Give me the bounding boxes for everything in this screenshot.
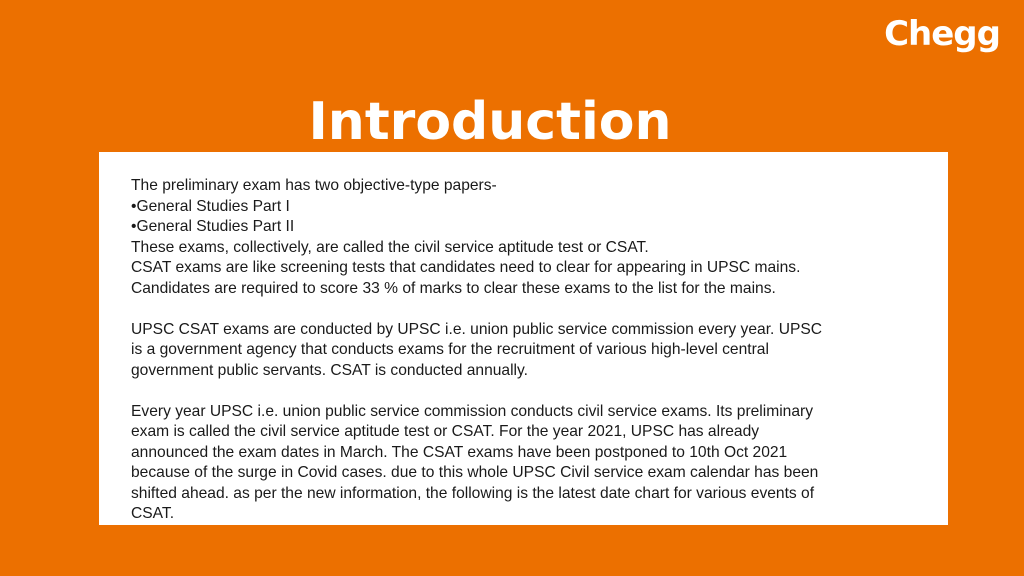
text-line: announced the exam dates in March. The CSAT exams have been postponed to 10th Oct 2021: [131, 443, 788, 461]
chegg-logo: Chegg: [884, 14, 1000, 54]
text-line: UPSC CSAT exams are conducted by UPSC i.e. union public service commission every year. UPSC: [131, 320, 823, 338]
paragraph-spacer: [131, 299, 916, 320]
paragraph-exam-schedule: [131, 402, 916, 525]
text-line: •General Studies Part II: [131, 218, 295, 235]
text-line: •General Studies Part I: [131, 197, 290, 215]
text-line: Every year UPSC i.e. union public service commission conducts civil service exams. Its preliminary: [131, 402, 814, 420]
text-line: because of the surge in Covid cases. due to this whole UPSC Civil service exam calendar has been: [131, 464, 819, 481]
text-line: CSAT exams are like screening tests that candidates need to clear for appearing in UPSC mains.: [131, 259, 801, 276]
content-panel: [99, 152, 948, 525]
text-line: shifted ahead. as per the new information, the following is the latest date chart for various events of: [131, 484, 815, 502]
text-line: is a government agency that conducts exams for the recruitment of various high-level central: [131, 341, 769, 358]
paragraph-upsc-csat: [131, 320, 916, 382]
text-line: government public servants. CSAT is conducted annually.: [131, 361, 528, 379]
page-title: Introduction: [308, 91, 672, 152]
text-line: CSAT.: [131, 505, 175, 522]
text-line: These exams, collectively, are called the civil service aptitude test or CSAT.: [131, 238, 649, 256]
text-line: exam is called the civil service aptitude test or CSAT. For the year 2021, UPSC has already: [131, 423, 760, 440]
text-line: Candidates are required to score 33 % of marks to clear these exams to the list for the mains.: [131, 279, 776, 297]
paragraph-exam-papers: [131, 176, 916, 299]
paragraph-spacer: [131, 381, 916, 402]
text-line: The preliminary exam has two objective-type papers-: [131, 177, 497, 194]
